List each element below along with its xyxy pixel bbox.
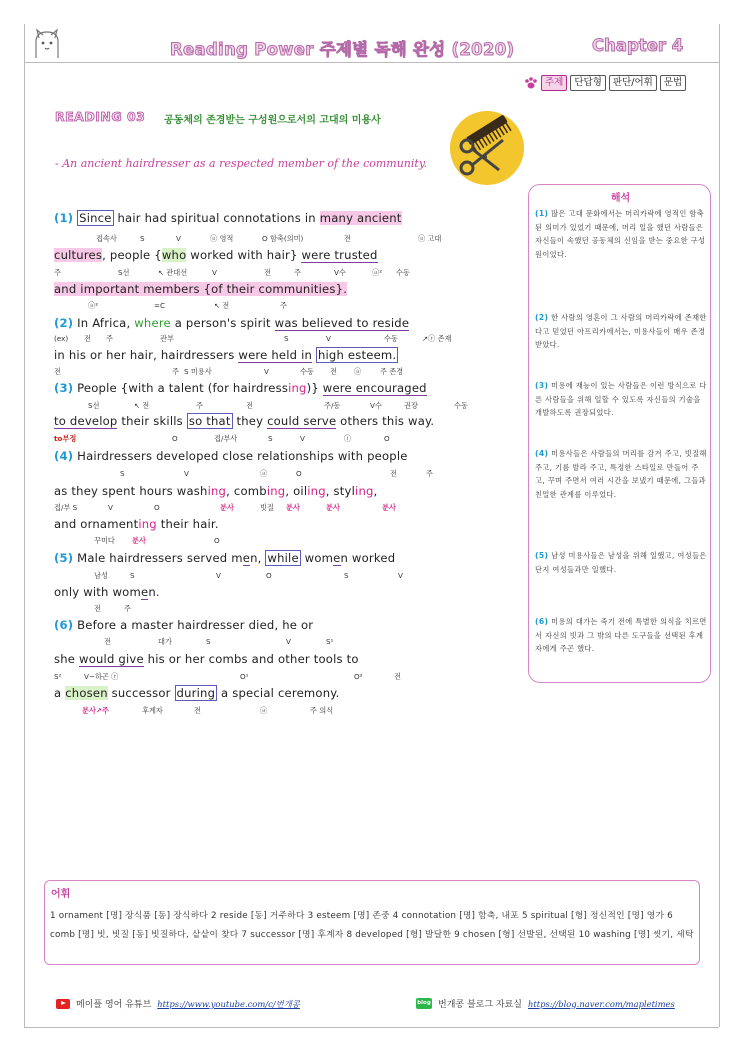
frame-left-line xyxy=(24,24,25,1027)
annotation-row-10: 꾸미다 분사 O xyxy=(94,536,220,545)
footer-divider xyxy=(24,1027,719,1028)
passage-line-5: in his or her hair, hairdressers were held in high esteem. xyxy=(54,348,397,362)
frame-right-line xyxy=(719,24,720,1027)
passage-line-15: a chosen successor during a special ceremony. xyxy=(54,686,340,700)
youtube-label: 메이플 영어 유튜브 xyxy=(76,1000,152,1010)
annotation-row-4: (ex) 전 주 관부 S V 수동 ↗ⓡ 존재 xyxy=(54,334,452,343)
scissors-comb-icon xyxy=(449,110,525,186)
translation-para-6: (6) 미용의 대가는 죽기 전에 특별한 의식을 치르면서 자신의 빗과 그 밖의 다른 도구들을 선택된 후계자에게 주곤 했다. xyxy=(535,617,707,654)
blog-icon: blog xyxy=(416,998,432,1009)
tag-row xyxy=(524,75,686,91)
passage-line-9: as they spent hours washing, combing, oiling, styling, xyxy=(54,484,378,498)
passage-line-11: (5) Male hairdressers served men, while women worked xyxy=(54,551,396,565)
translation-para-2: (2) 한 사람의 영혼이 그 사람의 머리카락에 존재한다고 믿었던 아프리카에서는, 미용사들이 매우 존경받았다. xyxy=(535,313,707,350)
passage-line-7: to develop their skills so that they could serve others this way. xyxy=(54,414,435,428)
tag-short-answer[interactable]: 단답형 xyxy=(570,75,606,91)
paw-icon xyxy=(524,76,538,90)
header-chapter: Chapter 4 xyxy=(592,36,684,55)
passage-line-2: cultures, people {who worked with hair} were trusted xyxy=(54,248,378,262)
tag-grammar[interactable]: 문법 xyxy=(660,75,686,91)
annotation-row-14: S² V~하곤 ⓡ O¹ O² 전 xyxy=(54,672,401,681)
passage-line-3: and important members {of their communities}. xyxy=(54,282,348,296)
mascot-icon xyxy=(30,28,64,60)
header-title: Reading Power 주제별 독해 완성 (2020) xyxy=(170,40,515,59)
passage-line-13: (6) Before a master hairdresser died, he or xyxy=(54,618,314,632)
footer-youtube xyxy=(56,997,300,1010)
passage-line-8: (4) Hairdressers developed close relationships with people xyxy=(54,449,408,463)
translation-panel-title: 해석 xyxy=(610,193,631,204)
translation-para-3: (3) 미용에 재능이 있는 사람들은 이런 방식으로 다른 사람들을 위해 일할 수 있도록 자신들의 기술을 개발하도록 권장되었다. xyxy=(535,381,707,418)
passage-line-1: (1) Since hair had spiritual connotations in many ancient xyxy=(54,211,402,225)
passage-line-6: (3) People {with a talent (for hairdressing)} were encouraged xyxy=(54,381,427,395)
translation-para-1: (1) 많은 고대 문화에서는 머리카락에 영적인 함축된 의미가 있었기 때문에, 머리 일을 했던 사람들은 자신들이 속했던 공동체의 신임을 받는 중요한 구성원이었다. xyxy=(535,209,706,259)
tag-topic[interactable]: 주제 xyxy=(541,75,567,91)
annotation-row-13: 전 대가 S V S¹ xyxy=(104,637,334,646)
passage-line-14: she would give his or her combs and other tools to xyxy=(54,652,359,666)
blog-link[interactable]: https://blog.naver.com/mapletimes xyxy=(527,998,675,1009)
passage-line-12: only with women. xyxy=(54,585,160,599)
annotation-row-15: 분사↗주 후계자 전 ⓐ 주 의식 xyxy=(82,706,334,715)
passage-line-4: (2) In Africa, where a person's spirit was believed to reside xyxy=(54,316,410,330)
annotation-row-3: ⓐ² =C ↖ 전 주 xyxy=(88,301,287,310)
translation-para-5: (5) 남성 미용사들은 남성을 위해 일했고, 여성들은 단지 여성들과만 일했다. xyxy=(535,551,707,574)
footer-blog xyxy=(416,997,675,1010)
youtube-icon xyxy=(56,999,70,1009)
annotation-row-5: 전 주 S 미용사 V 수동 전 ⓐ 주 존경 xyxy=(54,367,404,376)
blog-label: 번개콩 블로그 자료실 xyxy=(438,1000,522,1010)
youtube-link[interactable]: https://www.youtube.com/c/번개콩 xyxy=(157,998,300,1009)
vocab-text: 1 ornament [명] 장식품 [동] 장식하다 2 reside [동] 거주하다 3 esteem [명] 존중 4 connotation [명] 함축, 내포 5 spiritual [형] 정신적인 [명] 영가 6 comb [명] 빗, 빗질 [동] 빗질하다, 샅샅이 찾다 7 successor [명] 후계자 8 developed [형] 발달한 9 chosen [형] 선발된, 선택된 10 washing [명] 씻기, 세탁 xyxy=(50,911,694,940)
vocab-box xyxy=(44,880,700,965)
passage-line-10: and ornamenting their hair. xyxy=(54,517,219,531)
annotation-row-6: S선 ↖ 전 주 전 주/동 V수 권장 수동 xyxy=(88,401,468,410)
translation-para-4: (4) 미용사들은 사람들의 머리를 감겨 주고, 빗질해 주고, 기름 발라 주고, 특정한 스타일로 만들어 주고, 꾸며 주면서 여러 시간을 보냈기 때문에, 그들과 친밀한 관계를 이루었다. xyxy=(535,449,707,499)
annotation-row-1: 접속사 S V ⓐ 영적 O 함축(의미) 전 ⓐ 고대 xyxy=(96,234,442,243)
reading-label: READING 03 xyxy=(55,109,146,124)
annotation-row-12: 전 주 xyxy=(94,604,131,613)
annotation-row-11: 남성 S V O S V xyxy=(94,571,403,580)
annotation-row-8: S V ⓐ O 전 주 xyxy=(120,469,433,478)
tag-judgement-vocab[interactable]: 판단/어휘 xyxy=(609,75,657,91)
annotation-row-7: to부정 O 접/부사 S V ⓘ O xyxy=(54,434,390,443)
reading-subtitle: - An ancient hairdresser as a respected member of the community. xyxy=(55,157,428,170)
annotation-row-9: 접/부 S V O 분사 빗질 분사 분사 분사 xyxy=(54,503,396,512)
annotation-row-2: 주 S선 ↖ 관대선 V 전 주 V수 ⓐ² 수동 xyxy=(54,268,410,277)
vocab-title: 어휘 xyxy=(51,889,71,900)
header-divider xyxy=(24,62,719,63)
reading-title: 공동체의 존경받는 구성원으로서의 고대의 미용사 xyxy=(164,115,381,126)
translation-panel xyxy=(528,184,711,683)
